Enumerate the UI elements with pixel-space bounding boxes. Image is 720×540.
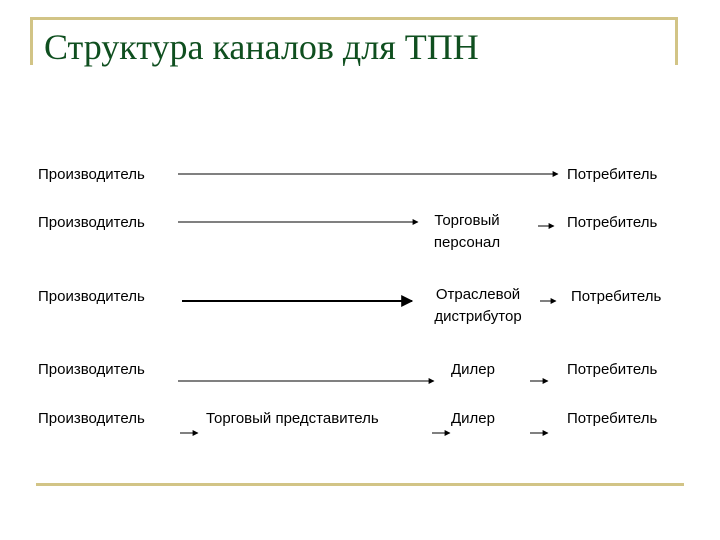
row1-producer: Производитель — [38, 166, 145, 183]
row5-agent: Торговый представитель — [206, 410, 379, 427]
row3-consumer: Потребитель — [571, 288, 662, 305]
row4-producer: Производитель — [38, 361, 145, 378]
row3-middle: Отраслевой дистрибутор — [434, 286, 522, 325]
row2-middle: Торговый персонал — [433, 212, 501, 251]
slide-title: Структура каналов для ТПН — [44, 27, 479, 67]
row2-producer: Производитель — [38, 214, 145, 231]
row5-producer: Производитель — [38, 410, 145, 427]
row5-middle: Дилер — [451, 410, 495, 427]
row2-consumer: Потребитель — [567, 214, 658, 231]
row1-consumer: Потребитель — [567, 166, 658, 183]
row4-middle: Дилер — [451, 361, 495, 378]
row3-producer: Производитель — [38, 288, 145, 305]
row4-consumer: Потребитель — [567, 361, 658, 378]
row5-consumer: Потребитель — [567, 410, 658, 427]
bottom-divider — [36, 483, 684, 486]
